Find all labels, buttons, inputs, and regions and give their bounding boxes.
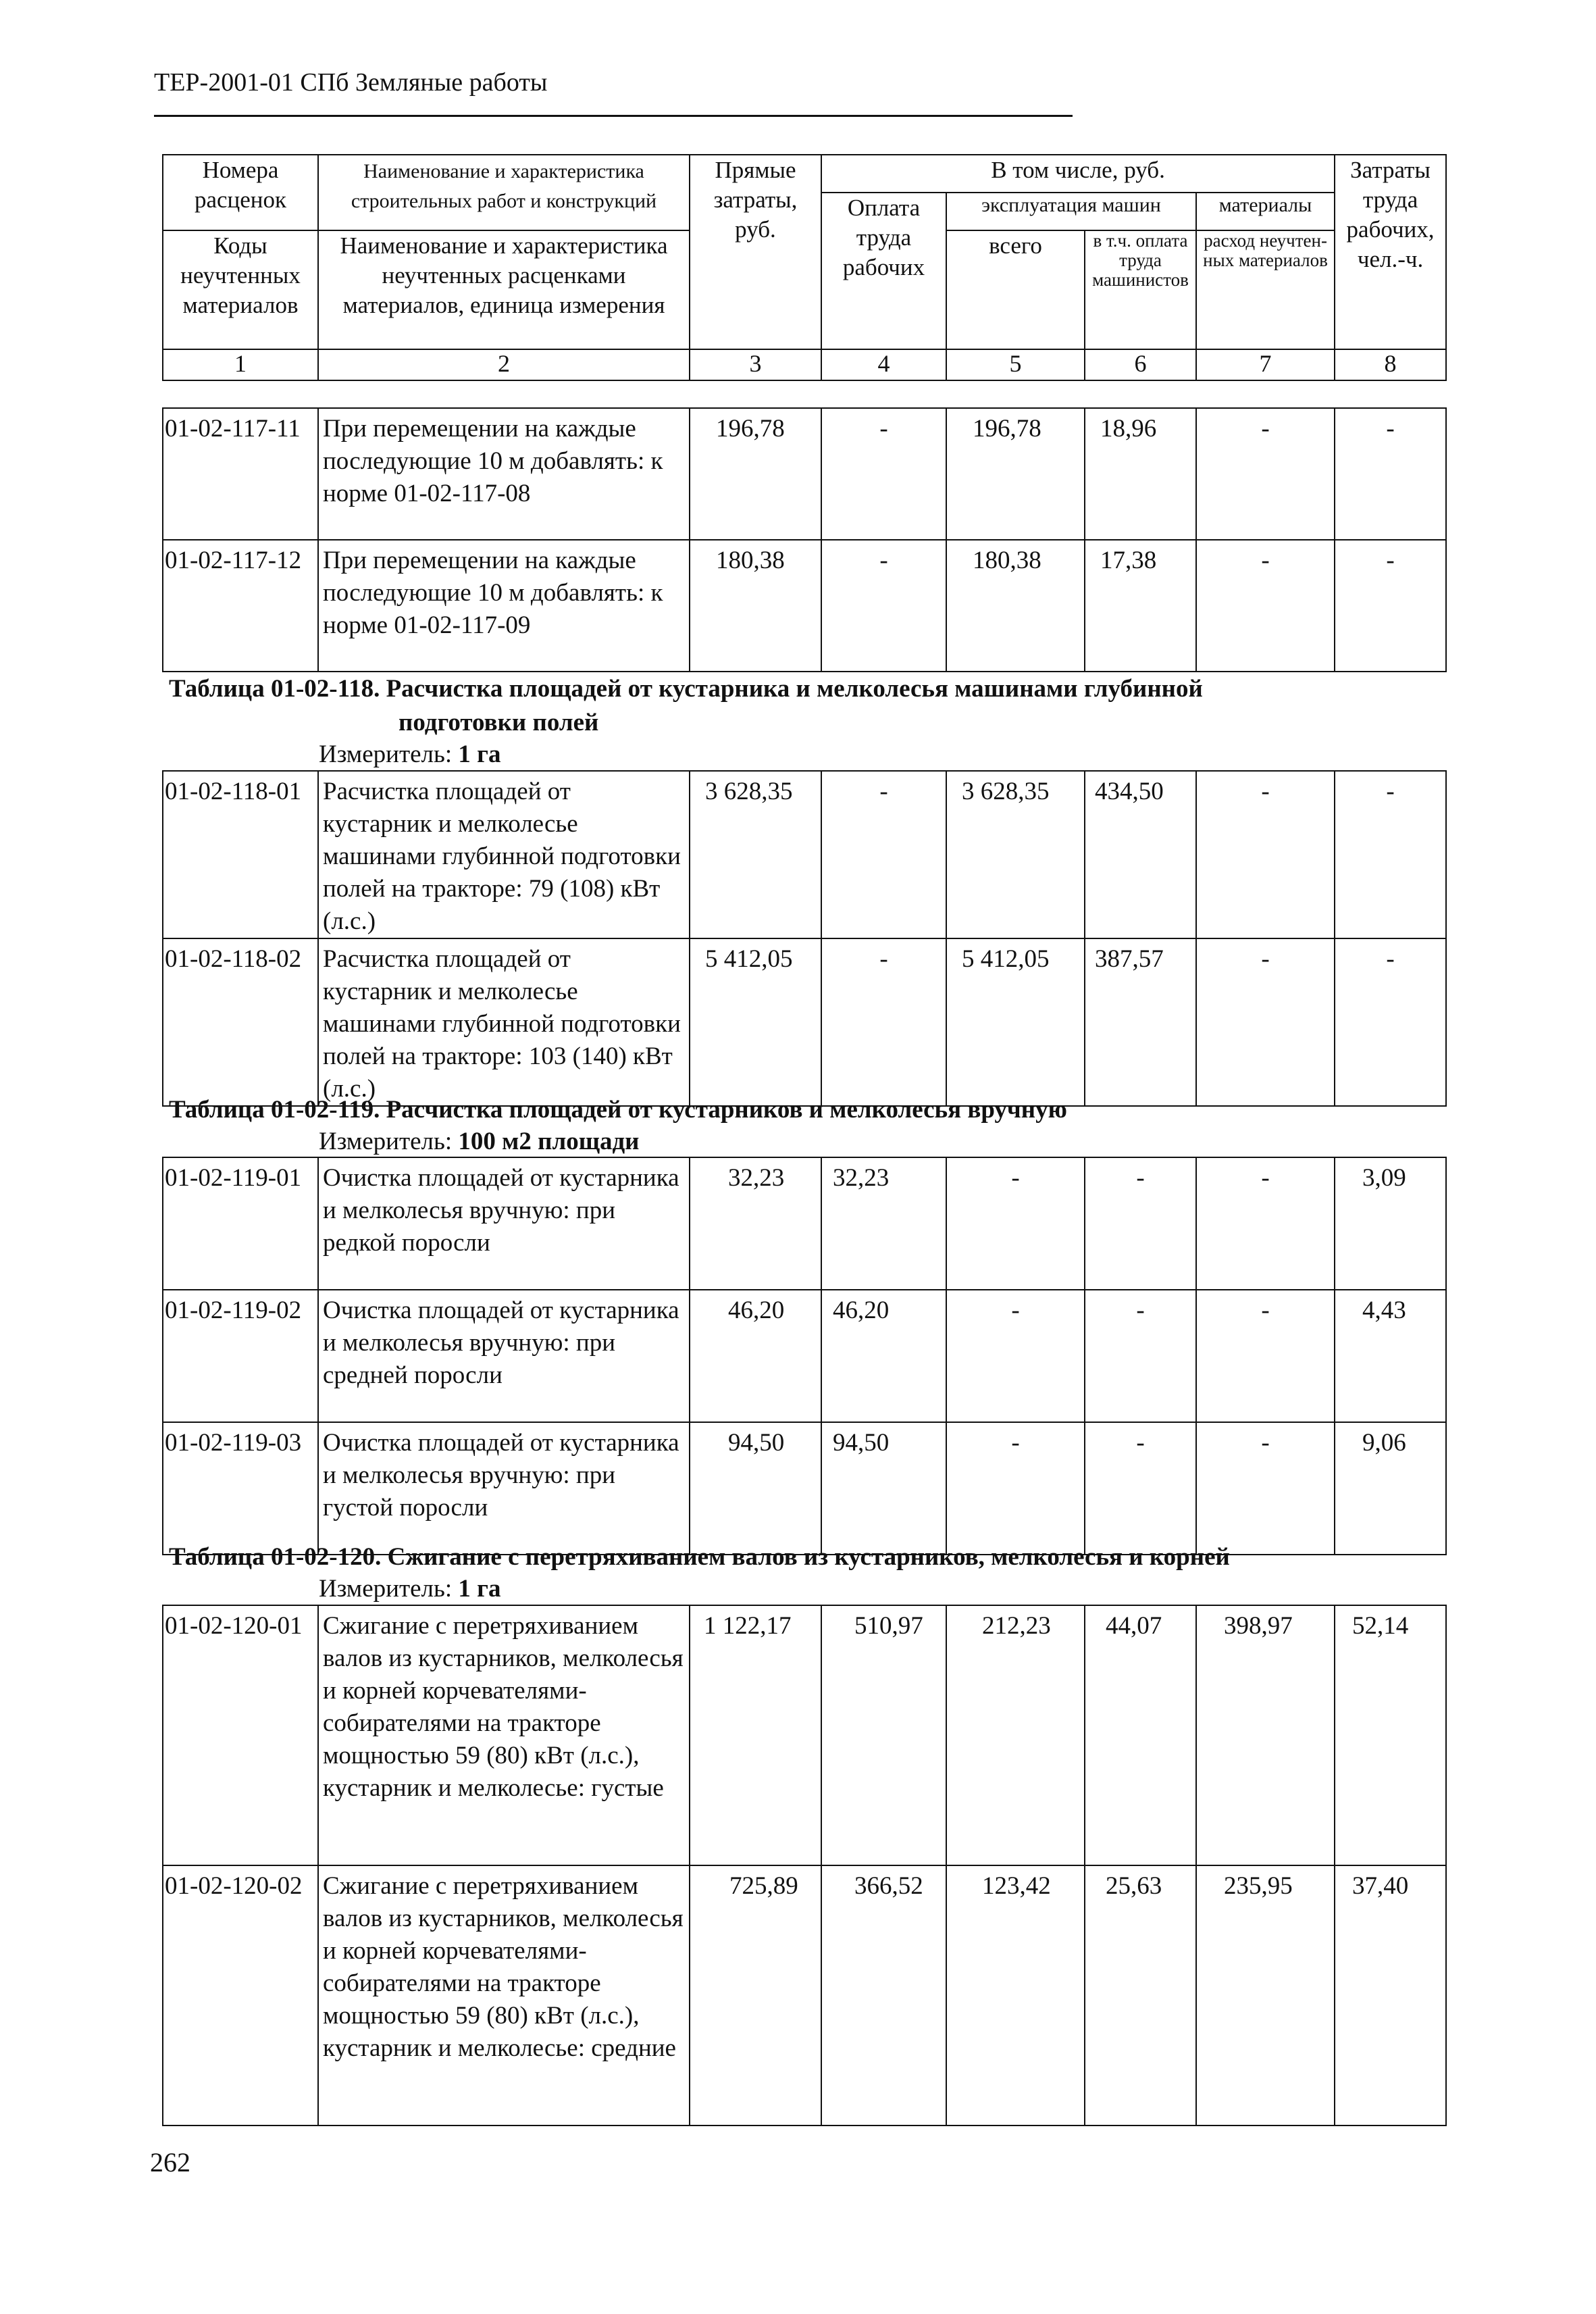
rate-code: 01-02-118-02 (163, 938, 318, 1106)
labor-hours: 37,40 (1335, 1865, 1446, 2126)
col-number-1: 1 (163, 349, 318, 380)
worker-wages: 46,20 (821, 1290, 946, 1422)
table-120-title: Таблица 01-02-120. Сжигание с перетряхиванием валов из кустарников, мелколесья и корней (169, 1543, 1230, 1571)
materials-cost: - (1196, 1422, 1335, 1555)
labor-hours: 4,43 (1335, 1290, 1446, 1422)
rate-code: 01-02-119-01 (163, 1157, 318, 1290)
machine-total: - (946, 1157, 1085, 1290)
machinist-wages: 25,63 (1085, 1865, 1196, 2126)
materials-cost: 235,95 (1196, 1865, 1335, 2126)
direct-cost: 1 122,17 (690, 1605, 821, 1865)
table-row (163, 540, 1446, 672)
machine-total: 3 628,35 (946, 771, 1085, 938)
worker-wages: 510,97 (821, 1605, 946, 1865)
table-row (163, 771, 1446, 938)
col8-header: Затраты труда рабочих, чел.-ч. (1335, 155, 1446, 349)
worker-wages: - (821, 408, 946, 540)
table-120-measure: Измеритель: 1 га (319, 1575, 501, 1603)
work-name: Очистка площадей от кустарника и мелколесья вручную: при средней поросли (318, 1290, 690, 1422)
labor-hours: 9,06 (1335, 1422, 1446, 1555)
work-name: Сжигание с перетряхиванием валов из кустарников, мелколесья и корней корчевателями- собирателями на тракторе мощностью 59 (80) кВт (л.с.), кустарник и мелколесье: густые (318, 1605, 690, 1865)
worker-wages: 94,50 (821, 1422, 946, 1555)
machine-total: 180,38 (946, 540, 1085, 672)
col-number-4: 4 (821, 349, 946, 380)
table-row (163, 1605, 1446, 1865)
machinist-wages: 44,07 (1085, 1605, 1196, 1865)
work-name: Очистка площадей от кустарника и мелколесья вручную: при редкой поросли (318, 1157, 690, 1290)
materials-cost: - (1196, 540, 1335, 672)
materials-cost: - (1196, 771, 1335, 938)
table-119 (162, 1157, 1447, 1555)
labor-hours: 3,09 (1335, 1157, 1446, 1290)
labor-hours: - (1335, 938, 1446, 1106)
table-row (163, 1290, 1446, 1422)
direct-cost: 725,89 (690, 1865, 821, 2126)
worker-wages: 32,23 (821, 1157, 946, 1290)
materials-cost: - (1196, 1290, 1335, 1422)
col-number-3: 3 (690, 349, 821, 380)
col7-header: расход неучтен-ных материалов (1196, 230, 1335, 349)
direct-cost: 32,23 (690, 1157, 821, 1290)
machine-total: - (946, 1290, 1085, 1422)
direct-cost: 94,50 (690, 1422, 821, 1555)
col-number-5: 5 (946, 349, 1085, 380)
work-name: При перемещении на каждые последующие 10 м добавлять: к норме 01-02-117-08 (318, 408, 690, 540)
machinist-wages: 434,50 (1085, 771, 1196, 938)
rate-code: 01-02-120-02 (163, 1865, 318, 2126)
table-118 (162, 770, 1447, 1107)
table-row (163, 1865, 1446, 2126)
machine-total: 196,78 (946, 408, 1085, 540)
labor-hours: - (1335, 408, 1446, 540)
machinist-wages: 17,38 (1085, 540, 1196, 672)
rate-code: 01-02-119-03 (163, 1422, 318, 1555)
page-number: 262 (150, 2147, 190, 2178)
including-header: В том числе, руб. (821, 155, 1335, 193)
page-header: ТЕР-2001-01 СПб Земляные работы (154, 68, 548, 97)
table-118-measure: Измеритель: 1 га (319, 740, 501, 768)
rate-code: 01-02-117-11 (163, 408, 318, 540)
table-row (163, 1422, 1446, 1555)
worker-wages: - (821, 938, 946, 1106)
col-number-2: 2 (318, 349, 690, 380)
machine-total: 212,23 (946, 1605, 1085, 1865)
work-name: Расчистка площадей от кустарник и мелколесье машинами глубинной подготовки полей на тракторе: 79 (108) кВт (л.с.) (318, 771, 690, 938)
rate-code: 01-02-120-01 (163, 1605, 318, 1865)
materials-cost: 398,97 (1196, 1605, 1335, 1865)
labor-hours: 52,14 (1335, 1605, 1446, 1865)
rate-code: 01-02-119-02 (163, 1290, 318, 1422)
col5-header: всего (946, 230, 1085, 349)
work-name: Очистка площадей от кустарника и мелколесья вручную: при густой поросли (318, 1422, 690, 1555)
machinist-wages: - (1085, 1422, 1196, 1555)
col-number-6: 6 (1085, 349, 1196, 380)
col4-header: Оплата труда рабочих (821, 193, 946, 349)
table-row (163, 938, 1446, 1106)
materials-cost: - (1196, 1157, 1335, 1290)
col-number-7: 7 (1196, 349, 1335, 380)
machines-header: эксплуатация машин (946, 193, 1196, 230)
machinist-wages: 18,96 (1085, 408, 1196, 540)
machinist-wages: 387,57 (1085, 938, 1196, 1106)
table-row (163, 408, 1446, 540)
direct-cost: 3 628,35 (690, 771, 821, 938)
rate-code: 01-02-117-12 (163, 540, 318, 672)
col2-top-header: Наименование и характеристика строительных работ и конструкций (318, 155, 690, 230)
table-120 (162, 1605, 1447, 2126)
direct-cost: 46,20 (690, 1290, 821, 1422)
col1-bottom-header: Коды неучтенных материалов (163, 230, 318, 349)
machine-total: - (946, 1422, 1085, 1555)
work-name: При перемещении на каждые последующие 10 м добавлять: к норме 01-02-117-09 (318, 540, 690, 672)
column-header-table (162, 154, 1447, 381)
labor-hours: - (1335, 771, 1446, 938)
direct-cost: 196,78 (690, 408, 821, 540)
direct-cost: 180,38 (690, 540, 821, 672)
materials-cost: - (1196, 408, 1335, 540)
machinist-wages: - (1085, 1157, 1196, 1290)
machine-total: 123,42 (946, 1865, 1085, 2126)
col1-top-header: Номера расценок (163, 155, 318, 230)
col6-header: в т.ч. оплата труда машинистов (1085, 230, 1196, 349)
machine-total: 5 412,05 (946, 938, 1085, 1106)
materials-cost: - (1196, 938, 1335, 1106)
rate-code: 01-02-118-01 (163, 771, 318, 938)
table-117-rows (162, 407, 1447, 672)
machinist-wages: - (1085, 1290, 1196, 1422)
col3-header: Прямые затраты, руб. (690, 155, 821, 349)
col-number-8: 8 (1335, 349, 1446, 380)
table-row (163, 1157, 1446, 1290)
table-118-title-cont: подготовки полей (398, 709, 599, 736)
labor-hours: - (1335, 540, 1446, 672)
materials-header: материалы (1196, 193, 1335, 230)
col2-bottom-header: Наименование и характеристика неучтенных расценками материалов, единица измерения (318, 230, 690, 349)
work-name: Сжигание с перетряхиванием валов из кустарников, мелколесья и корней корчевателями- собирателями на тракторе мощностью 59 (80) кВт (л.с.), кустарник и мелколесье: средние (318, 1865, 690, 2126)
table-119-measure: Измеритель: 100 м2 площади (319, 1128, 640, 1155)
table-119-title: Таблица 01-02-119. Расчистка площадей от кустарников и мелколесья вручную (169, 1096, 1067, 1124)
worker-wages: - (821, 540, 946, 672)
worker-wages: - (821, 771, 946, 938)
header-rule (154, 115, 1073, 117)
work-name: Расчистка площадей от кустарник и мелколесье машинами глубинной подготовки полей на тракторе: 103 (140) кВт (л.с.) (318, 938, 690, 1106)
worker-wages: 366,52 (821, 1865, 946, 2126)
table-118-title: Таблица 01-02-118. Расчистка площадей от кустарника и мелколесья машинами глубинной (169, 675, 1203, 703)
direct-cost: 5 412,05 (690, 938, 821, 1106)
